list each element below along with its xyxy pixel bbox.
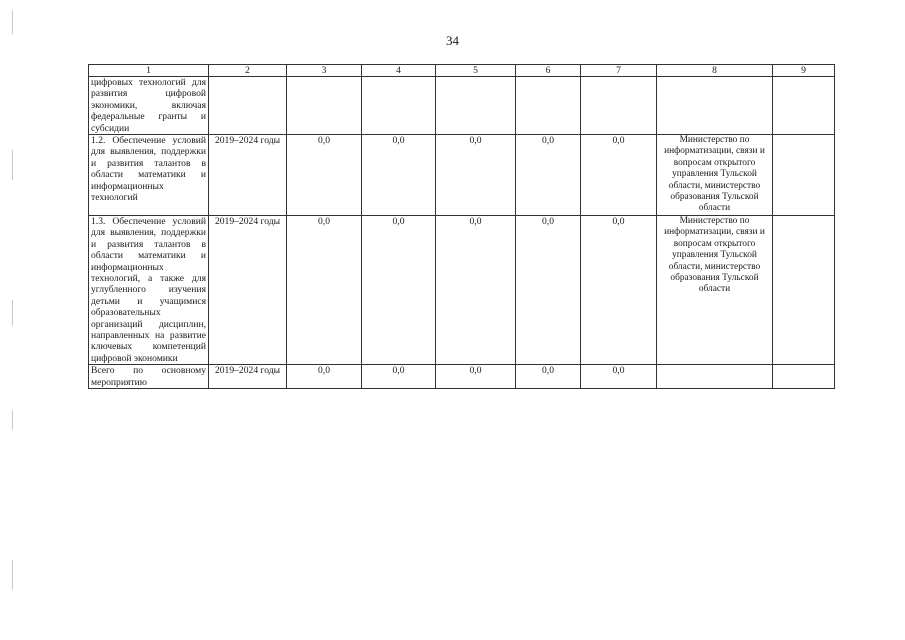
column-header: 7: [581, 65, 657, 77]
row-value-5: 0,0: [436, 215, 516, 364]
row-responsible: [657, 365, 773, 389]
row-note: [773, 365, 835, 389]
row-note: [773, 77, 835, 135]
row-value-4: 0,0: [362, 365, 436, 389]
row-value-5: 0,0: [436, 365, 516, 389]
row-value-3: [287, 77, 362, 135]
row-value-4: [362, 77, 436, 135]
column-header: 4: [362, 65, 436, 77]
column-header: 5: [436, 65, 516, 77]
column-header: 6: [516, 65, 581, 77]
row-value-6: 0,0: [516, 215, 581, 364]
row-period: 2019–2024 годы: [209, 215, 287, 364]
row-value-6: [516, 77, 581, 135]
row-value-7: 0,0: [581, 135, 657, 216]
row-description: 1.2. Обеспечение условий для выявления, поддержки и развития талантов в области математики и информационных технологий: [89, 135, 209, 216]
table-row: [89, 135, 835, 216]
row-value-5: 0,0: [436, 135, 516, 216]
row-value-6: 0,0: [516, 135, 581, 216]
row-responsible: Министерство по информатизации, связи и вопросам открытого управления Тульской области, министерство образования Тульской области: [657, 215, 773, 364]
row-description: 1.3. Обеспечение условий для выявления, поддержки и развития талантов в области математики и информационных технологий, а также для углубленного изучения детьми и учащимися образовательных организаций дисциплин, направленных на развитие ключевых компетенций цифровой экономики: [89, 215, 209, 364]
row-description: цифровых технологий для развития цифровой экономики, включая федеральные гранты и субсидии: [89, 77, 209, 135]
table-row: [89, 215, 835, 364]
page-number: 34: [446, 33, 459, 48]
row-value-3: 0,0: [287, 365, 362, 389]
row-period: [209, 77, 287, 135]
row-note: [773, 215, 835, 364]
row-value-3: 0,0: [287, 215, 362, 364]
row-value-3: 0,0: [287, 135, 362, 216]
table-row: [89, 77, 835, 135]
row-period: 2019–2024 годы: [209, 365, 287, 389]
row-description: Всего по основному мероприятию: [89, 365, 209, 389]
row-note: [773, 135, 835, 216]
row-value-4: 0,0: [362, 215, 436, 364]
row-value-5: [436, 77, 516, 135]
row-value-4: 0,0: [362, 135, 436, 216]
scan-mark: [12, 300, 13, 326]
scan-mark: [12, 560, 13, 590]
row-responsible: Министерство по информатизации, связи и вопросам открытого управления Тульской области, министерство образования Тульской области: [657, 135, 773, 216]
scan-mark: [12, 410, 13, 430]
scan-mark: [12, 10, 13, 34]
table-row: [89, 365, 835, 389]
row-value-6: 0,0: [516, 365, 581, 389]
row-period: 2019–2024 годы: [209, 135, 287, 216]
column-header: 2: [209, 65, 287, 77]
column-header: 9: [773, 65, 835, 77]
column-header: 8: [657, 65, 773, 77]
scan-mark: [12, 150, 13, 180]
row-value-7: 0,0: [581, 215, 657, 364]
row-value-7: 0,0: [581, 365, 657, 389]
column-header: 1: [89, 65, 209, 77]
column-header: 3: [287, 65, 362, 77]
row-value-7: [581, 77, 657, 135]
budget-table: [88, 64, 835, 389]
row-responsible: [657, 77, 773, 135]
header-row: [89, 65, 835, 77]
